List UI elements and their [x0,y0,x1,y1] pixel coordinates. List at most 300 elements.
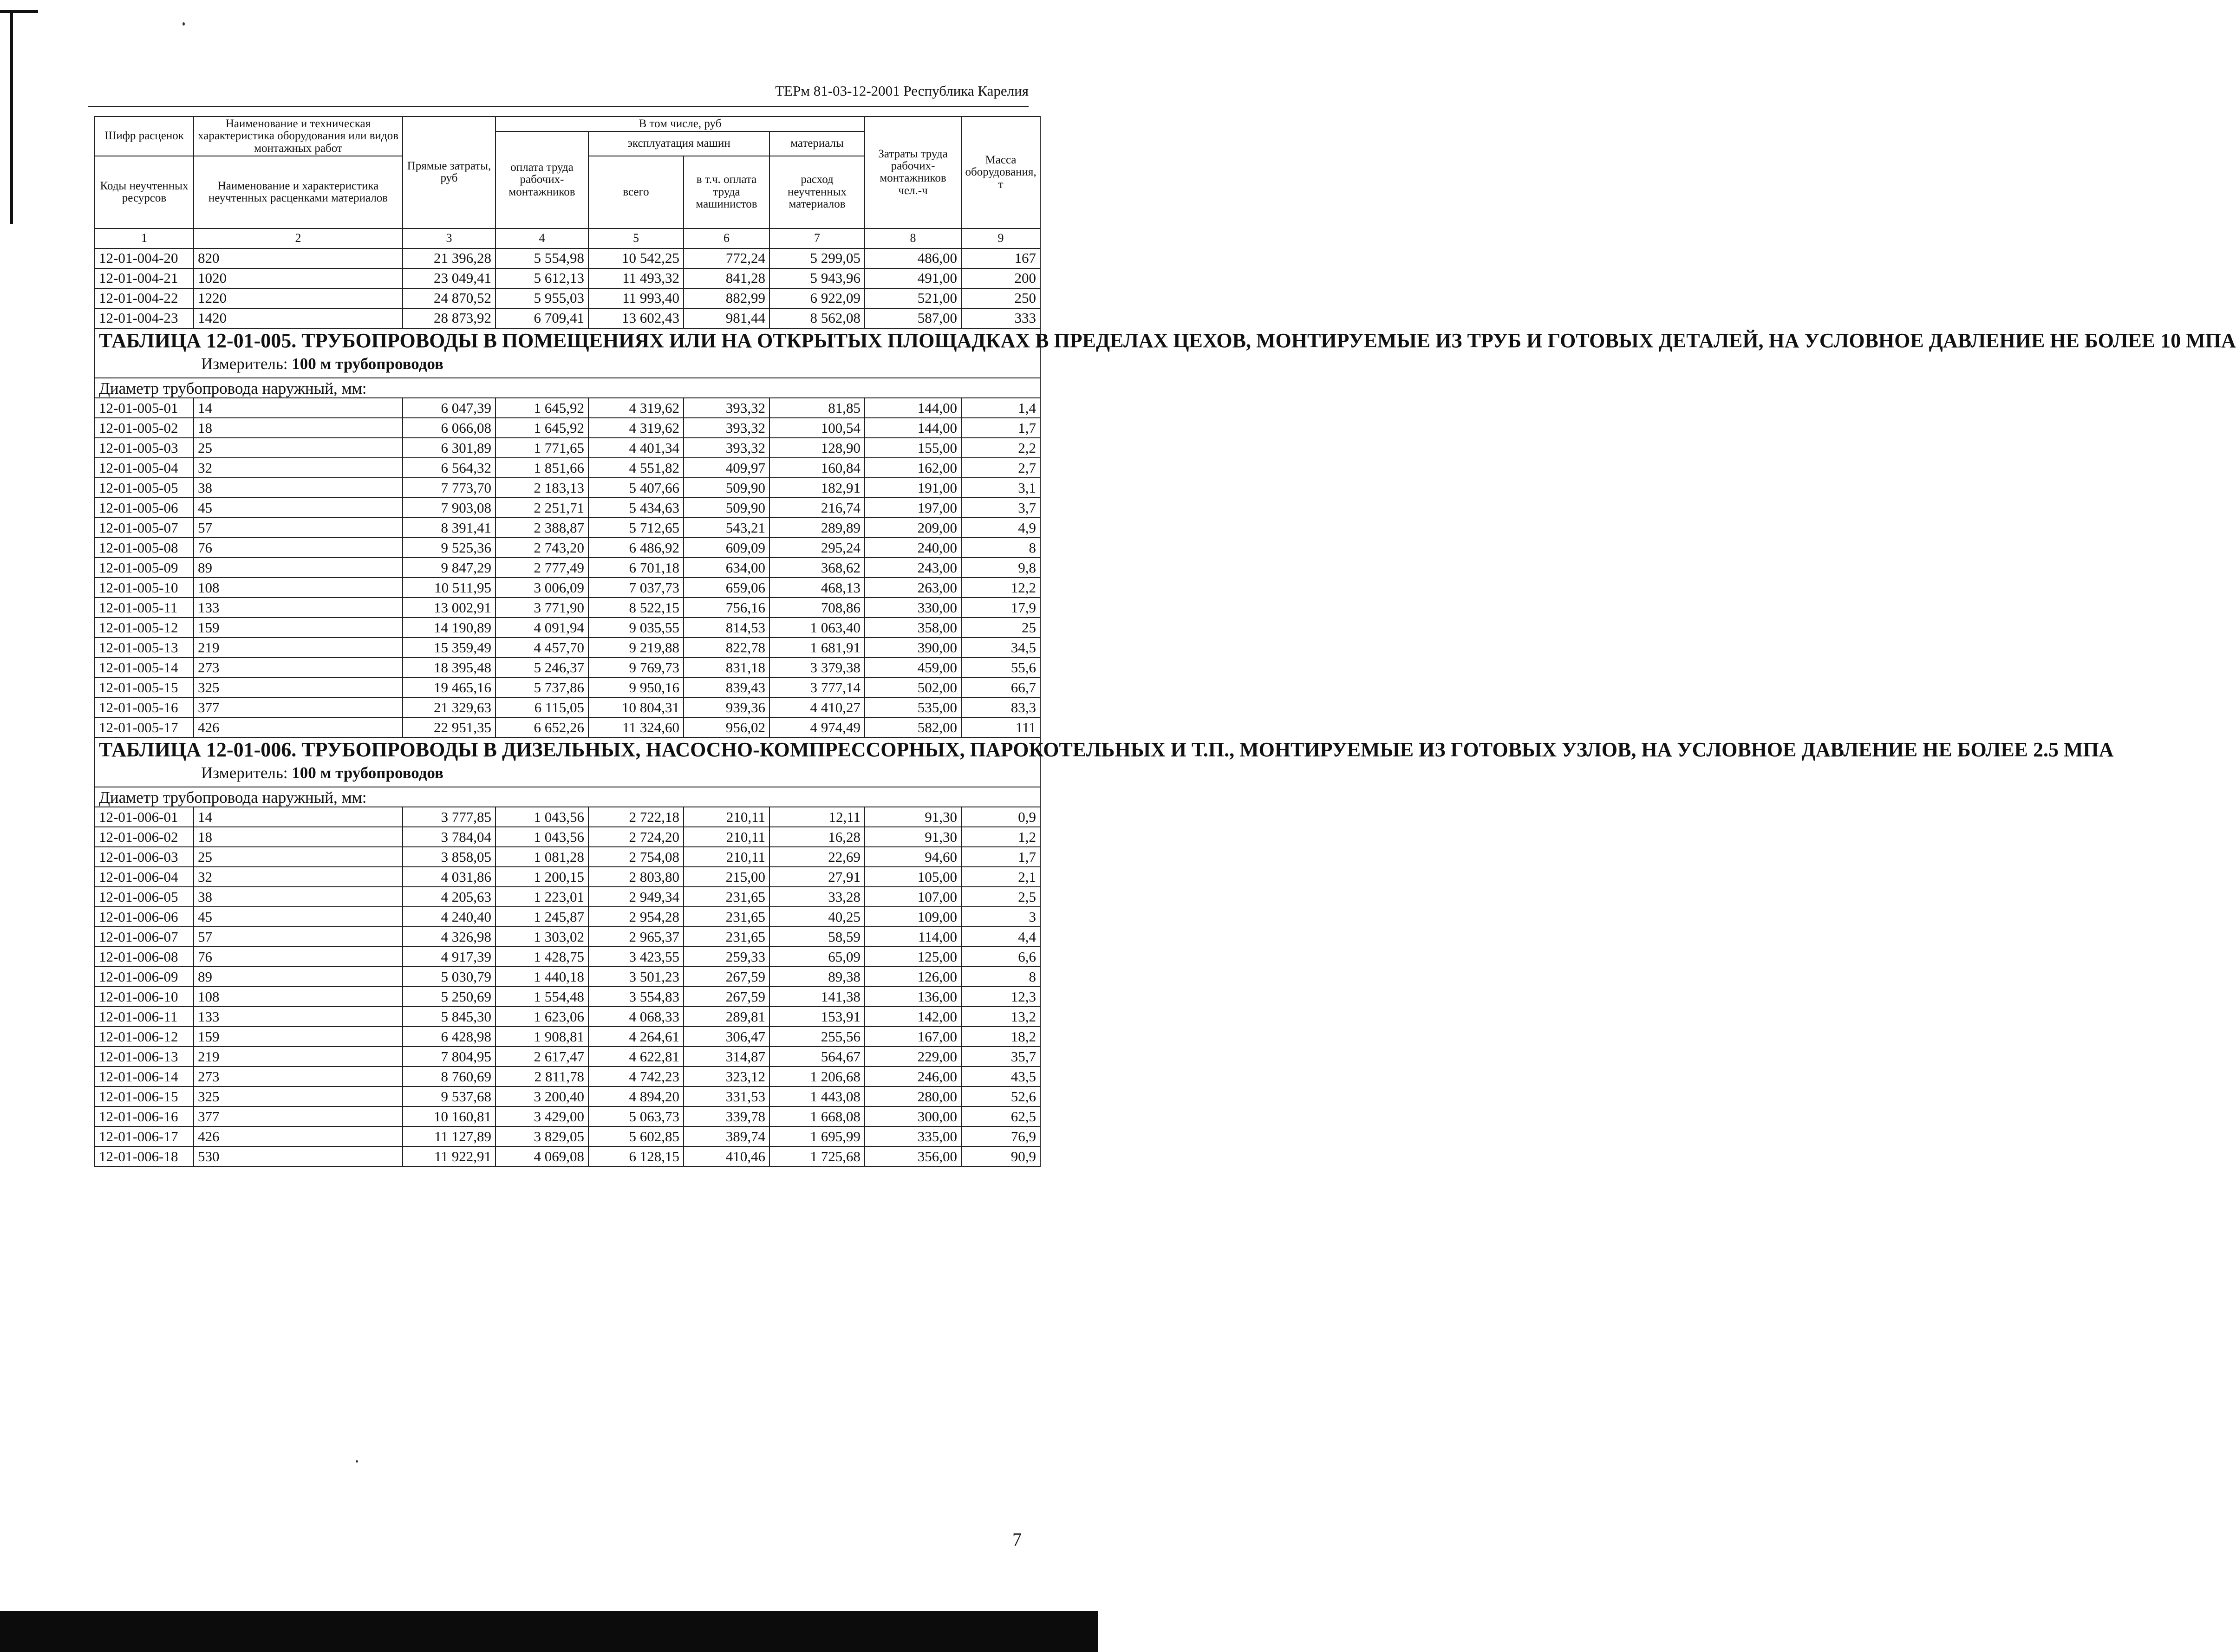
cell-rate-code: 12-01-005-10 [95,578,194,598]
table-row [95,947,1040,967]
cell-diameter: 133 [194,598,403,618]
cell-machinist-pay: 259,33 [684,947,769,967]
cell-labor-pay: 6 115,05 [495,697,588,717]
cell-materials: 153,91 [769,1007,865,1027]
cell-equipment-mass: 52,6 [961,1086,1040,1106]
cell-direct-costs: 3 784,04 [403,827,495,847]
cell-labor-hours: 94,60 [865,847,961,867]
cell-machinist-pay: 882,99 [684,288,769,308]
cell-rate-code: 12-01-004-22 [95,288,194,308]
cell-equipment-mass: 167 [961,248,1040,268]
table-row [95,288,1040,308]
head-codes-unacc: Коды неучтенных ресурсов [95,156,194,228]
table-row [95,518,1040,538]
cell-machines-total: 11 993,40 [588,288,684,308]
cell-machines-total: 13 602,43 [588,308,684,328]
table-row [95,907,1040,927]
section-title-row [95,737,1040,787]
cell-labor-pay: 2 388,87 [495,518,588,538]
cell-diameter: 57 [194,927,403,947]
cell-direct-costs: 11 127,89 [403,1126,495,1146]
cell-machinist-pay: 393,32 [684,398,769,418]
cell-equipment-mass: 43,5 [961,1067,1040,1086]
cell-direct-costs: 10 511,95 [403,578,495,598]
cell-labor-pay: 1 908,81 [495,1027,588,1047]
cell-labor-pay: 1 043,56 [495,827,588,847]
cell-equipment-mass: 1,2 [961,827,1040,847]
cell-materials: 1 725,68 [769,1146,865,1166]
cell-machinist-pay: 939,36 [684,697,769,717]
cell-diameter: 325 [194,1086,403,1106]
head-equip-mass: Масса оборудования, т [961,117,1040,228]
cell-direct-costs: 14 190,89 [403,618,495,637]
cell-materials: 8 562,08 [769,308,865,328]
cell-materials: 3 379,38 [769,657,865,677]
cell-direct-costs: 19 465,16 [403,677,495,697]
cell-rate-code: 12-01-006-05 [95,887,194,907]
cell-materials: 141,38 [769,987,865,1007]
cell-labor-hours: 136,00 [865,987,961,1007]
cell-materials: 40,25 [769,907,865,927]
head-direct-costs: Прямые затраты, руб [403,117,495,228]
cell-machines-total: 9 035,55 [588,618,684,637]
cell-direct-costs: 5 845,30 [403,1007,495,1027]
cell-labor-hours: 197,00 [865,498,961,518]
cell-direct-costs: 4 031,86 [403,867,495,887]
cell-machines-total: 2 965,37 [588,927,684,947]
cell-labor-hours: 240,00 [865,538,961,558]
cell-labor-pay: 6 652,26 [495,717,588,737]
table-row [95,418,1040,438]
table-row [95,1027,1040,1047]
unit-label: Измеритель: [201,354,288,373]
cell-labor-pay: 1 851,66 [495,458,588,478]
table-row [95,697,1040,717]
table-row [95,478,1040,498]
table-row [95,248,1040,268]
cell-machinist-pay: 210,11 [684,827,769,847]
cell-labor-pay: 2 617,47 [495,1047,588,1067]
table-row [95,308,1040,328]
cell-diameter: 57 [194,518,403,538]
cell-machines-total: 5 602,85 [588,1126,684,1146]
table-row [95,1126,1040,1146]
cell-machines-total: 4 319,62 [588,418,684,438]
cell-labor-pay: 1 428,75 [495,947,588,967]
cell-direct-costs: 6 047,39 [403,398,495,418]
unit-label: Измеритель: [201,763,288,782]
cell-rate-code: 12-01-005-09 [95,558,194,578]
cell-rate-code: 12-01-005-14 [95,657,194,677]
table-row [95,887,1040,907]
cell-equipment-mass: 200 [961,268,1040,288]
cell-diameter: 89 [194,967,403,987]
cell-equipment-mass: 55,6 [961,657,1040,677]
cell-labor-pay: 2 183,13 [495,478,588,498]
cell-equipment-mass: 333 [961,308,1040,328]
table-row [95,987,1040,1007]
table-row [95,927,1040,947]
cell-machinist-pay: 215,00 [684,867,769,887]
table-row [95,618,1040,637]
cell-machinist-pay: 323,12 [684,1067,769,1086]
cell-materials: 33,28 [769,887,865,907]
cell-labor-pay: 5 554,98 [495,248,588,268]
cell-materials: 89,38 [769,967,865,987]
cell-diameter: 32 [194,458,403,478]
table-row [95,438,1040,458]
cell-machinist-pay: 267,59 [684,987,769,1007]
cell-machinist-pay: 393,32 [684,438,769,458]
cell-direct-costs: 4 240,40 [403,907,495,927]
unit-value: 100 м трубопроводов [292,354,443,373]
table-005-header [95,328,2236,398]
cell-labor-pay: 6 709,41 [495,308,588,328]
cell-equipment-mass: 3 [961,907,1040,927]
cell-materials: 58,59 [769,927,865,947]
cell-labor-hours: 491,00 [865,268,961,288]
cell-labor-pay: 1 245,87 [495,907,588,927]
cell-labor-hours: 109,00 [865,907,961,927]
cell-labor-hours: 114,00 [865,927,961,947]
table-row [95,1146,1040,1166]
cell-direct-costs: 7 903,08 [403,498,495,518]
document-header: ТЕРм 81-03-12-2001 Республика Карелия [775,83,1029,99]
cell-direct-costs: 7 804,95 [403,1047,495,1067]
cell-machines-total: 10 542,25 [588,248,684,268]
cell-labor-pay: 2 777,49 [495,558,588,578]
cell-labor-hours: 91,30 [865,807,961,827]
cell-rate-code: 12-01-006-17 [95,1126,194,1146]
cell-equipment-mass: 2,2 [961,438,1040,458]
cell-direct-costs: 10 160,81 [403,1106,495,1126]
cell-materials: 289,89 [769,518,865,538]
cell-materials: 12,11 [769,807,865,827]
cell-direct-costs: 6 301,89 [403,438,495,458]
table-row [95,578,1040,598]
cell-rate-code: 12-01-005-08 [95,538,194,558]
cell-labor-pay: 3 006,09 [495,578,588,598]
cell-labor-pay: 1 554,48 [495,987,588,1007]
head-name-unacc: Наименование и характеристика неучтенных расценками материалов [194,156,403,228]
cell-diameter: 325 [194,677,403,697]
cell-diameter: 25 [194,847,403,867]
table-004-body [95,248,1040,328]
cell-rate-code: 12-01-006-11 [95,1007,194,1027]
cell-machines-total: 4 622,81 [588,1047,684,1067]
cell-equipment-mass: 35,7 [961,1047,1040,1067]
cell-labor-pay: 2 811,78 [495,1067,588,1086]
cell-labor-hours: 155,00 [865,438,961,458]
cell-labor-hours: 356,00 [865,1146,961,1166]
cell-direct-costs: 9 537,68 [403,1086,495,1106]
cell-labor-pay: 1 645,92 [495,418,588,438]
cell-diameter: 219 [194,1047,403,1067]
cell-rate-code: 12-01-005-04 [95,458,194,478]
cell-rate-code: 12-01-006-02 [95,827,194,847]
table-row [95,268,1040,288]
cell-machines-total: 3 501,23 [588,967,684,987]
cell-labor-hours: 246,00 [865,1067,961,1086]
cell-diameter: 32 [194,867,403,887]
cell-machines-total: 10 804,31 [588,697,684,717]
cell-direct-costs: 23 049,41 [403,268,495,288]
cell-labor-hours: 535,00 [865,697,961,717]
cell-labor-pay: 3 429,00 [495,1106,588,1126]
column-numbers-row [95,228,1040,248]
cell-diameter: 76 [194,538,403,558]
table-row [95,1047,1040,1067]
cell-labor-pay: 4 091,94 [495,618,588,637]
table-006-unit [99,764,1036,787]
col-number: 2 [194,228,403,248]
cell-rate-code: 12-01-005-07 [95,518,194,538]
cell-equipment-mass: 3,7 [961,498,1040,518]
cell-diameter: 38 [194,887,403,907]
cell-machinist-pay: 822,78 [684,637,769,657]
head-machines-incl: в т.ч. оплата труда машинистов [684,156,769,228]
cell-equipment-mass: 111 [961,717,1040,737]
cell-rate-code: 12-01-005-11 [95,598,194,618]
table-row [95,827,1040,847]
page-number: 7 [1012,1529,1022,1550]
diameter-row [95,787,1040,807]
table-row [95,717,1040,737]
cell-direct-costs: 7 773,70 [403,478,495,498]
cell-diameter: 159 [194,618,403,637]
cell-materials: 4 410,27 [769,697,865,717]
cell-labor-hours: 390,00 [865,637,961,657]
cell-rate-code: 12-01-005-16 [95,697,194,717]
cell-machines-total: 5 407,66 [588,478,684,498]
cell-rate-code: 12-01-005-12 [95,618,194,637]
cell-rate-code: 12-01-006-16 [95,1106,194,1126]
cell-labor-hours: 91,30 [865,827,961,847]
cell-rate-code: 12-01-004-20 [95,248,194,268]
cell-equipment-mass: 2,1 [961,867,1040,887]
cell-labor-hours: 358,00 [865,618,961,637]
cell-labor-pay: 3 200,40 [495,1086,588,1106]
cell-labor-pay: 4 457,70 [495,637,588,657]
cell-equipment-mass: 1,7 [961,847,1040,867]
cell-machinist-pay: 609,09 [684,538,769,558]
table-005-title: ТАБЛИЦА 12-01-005. ТРУБОПРОВОДЫ В ПОМЕЩЕНИЯХ ИЛИ НА ОТКРЫТЫХ ПЛОЩАДКАХ В ПРЕДЕЛАХ ЦЕХОВ, МОНТИРУЕМЫЕ ИЗ ТРУБ И ГОТОВЫХ ДЕТАЛЕЙ, НА УСЛОВНОЕ ДАВЛЕНИЕ НЕ БОЛЕЕ 10 МПА [99,329,2236,352]
cell-diameter: 426 [194,1126,403,1146]
cell-direct-costs: 5 030,79 [403,967,495,987]
cell-labor-pay: 4 069,08 [495,1146,588,1166]
cell-machinist-pay: 839,43 [684,677,769,697]
col-number: 8 [865,228,961,248]
cell-direct-costs: 4 205,63 [403,887,495,907]
cell-labor-pay: 1 645,92 [495,398,588,418]
section-005 [95,328,2236,378]
cell-machines-total: 4 068,33 [588,1007,684,1027]
cell-diameter: 377 [194,1106,403,1126]
cell-machines-total: 4 264,61 [588,1027,684,1047]
head-code: Шифр расценок [95,117,194,156]
section-006 [95,737,2114,787]
cell-direct-costs: 28 873,92 [403,308,495,328]
cell-diameter: 76 [194,947,403,967]
cell-equipment-mass: 25 [961,618,1040,637]
cell-machines-total: 2 724,20 [588,827,684,847]
cell-rate-code: 12-01-005-03 [95,438,194,458]
cell-machines-total: 2 754,08 [588,847,684,867]
cell-labor-pay: 1 223,01 [495,887,588,907]
cell-machinist-pay: 231,65 [684,927,769,947]
cell-direct-costs: 5 250,69 [403,987,495,1007]
cell-machines-total: 2 949,34 [588,887,684,907]
cell-diameter: 45 [194,907,403,927]
section-title-row [95,328,1040,378]
cell-rate-code: 12-01-006-06 [95,907,194,927]
cell-diameter: 108 [194,987,403,1007]
cell-equipment-mass: 2,7 [961,458,1040,478]
cell-materials: 1 681,91 [769,637,865,657]
cell-rate-code: 12-01-006-07 [95,927,194,947]
cell-labor-hours: 162,00 [865,458,961,478]
cell-materials: 65,09 [769,947,865,967]
cell-equipment-mass: 2,5 [961,887,1040,907]
cell-rate-code: 12-01-005-17 [95,717,194,737]
table-005-diameter: Диаметр трубопровода наружный, мм: [95,378,1040,398]
cell-machinist-pay: 956,02 [684,717,769,737]
cell-direct-costs: 4 917,39 [403,947,495,967]
cell-machines-total: 9 769,73 [588,657,684,677]
cell-materials: 1 206,68 [769,1067,865,1086]
table-row [95,967,1040,987]
cell-materials: 1 063,40 [769,618,865,637]
diameter-row [95,378,1040,398]
cell-rate-code: 12-01-006-09 [95,967,194,987]
cell-machinist-pay: 981,44 [684,308,769,328]
cell-equipment-mass: 76,9 [961,1126,1040,1146]
cell-diameter: 18 [194,418,403,438]
scan-border-top [0,10,38,13]
cell-diameter: 426 [194,717,403,737]
cell-materials: 3 777,14 [769,677,865,697]
col-number: 5 [588,228,684,248]
cell-labor-pay: 2 743,20 [495,538,588,558]
cell-diameter: 133 [194,1007,403,1027]
price-table [94,116,2236,1167]
cell-materials: 128,90 [769,438,865,458]
cell-machinist-pay: 831,18 [684,657,769,677]
cell-rate-code: 12-01-005-13 [95,637,194,657]
cell-labor-hours: 582,00 [865,717,961,737]
cell-direct-costs: 3 777,85 [403,807,495,827]
cell-labor-hours: 126,00 [865,967,961,987]
cell-machines-total: 6 701,18 [588,558,684,578]
cell-machinist-pay: 314,87 [684,1047,769,1067]
cell-machinist-pay: 409,97 [684,458,769,478]
cell-machinist-pay: 410,46 [684,1146,769,1166]
cell-machines-total: 9 219,88 [588,637,684,657]
cell-diameter: 377 [194,697,403,717]
cell-machinist-pay: 231,65 [684,887,769,907]
cell-direct-costs: 6 564,32 [403,458,495,478]
cell-equipment-mass: 250 [961,288,1040,308]
cell-materials: 295,24 [769,538,865,558]
cell-materials: 182,91 [769,478,865,498]
table-row [95,498,1040,518]
col-number: 7 [769,228,865,248]
head-materials: материалы [769,131,865,156]
cell-labor-hours: 459,00 [865,657,961,677]
cell-rate-code: 12-01-004-21 [95,268,194,288]
cell-materials: 16,28 [769,827,865,847]
cell-labor-hours: 300,00 [865,1106,961,1126]
table-row [95,1086,1040,1106]
cell-machines-total: 6 486,92 [588,538,684,558]
col-number: 1 [95,228,194,248]
col-number: 3 [403,228,495,248]
cell-materials: 564,67 [769,1047,865,1067]
cell-diameter: 108 [194,578,403,598]
cell-diameter: 1420 [194,308,403,328]
head-name: Наименование и техническая характеристика оборудования или видов монтажных работ [194,117,403,156]
col-number: 6 [684,228,769,248]
table-row [95,598,1040,618]
cell-labor-hours: 142,00 [865,1007,961,1027]
cell-equipment-mass: 66,7 [961,677,1040,697]
cell-rate-code: 12-01-006-08 [95,947,194,967]
cell-materials: 160,84 [769,458,865,478]
table-row [95,867,1040,887]
cell-machines-total: 5 712,65 [588,518,684,538]
cell-rate-code: 12-01-006-15 [95,1086,194,1106]
cell-labor-pay: 5 612,13 [495,268,588,288]
cell-machines-total: 4 319,62 [588,398,684,418]
cell-direct-costs: 21 396,28 [403,248,495,268]
cell-machines-total: 4 894,20 [588,1086,684,1106]
cell-direct-costs: 22 951,35 [403,717,495,737]
cell-materials: 368,62 [769,558,865,578]
table-row [95,398,1040,418]
cell-machines-total: 8 522,15 [588,598,684,618]
cell-machinist-pay: 210,11 [684,847,769,867]
cell-machines-total: 4 551,82 [588,458,684,478]
cell-machines-total: 4 401,34 [588,438,684,458]
cell-materials: 1 695,99 [769,1126,865,1146]
cell-labor-hours: 209,00 [865,518,961,538]
cell-equipment-mass: 12,2 [961,578,1040,598]
cell-labor-hours: 280,00 [865,1086,961,1106]
header-rule [88,106,1029,107]
cell-machinist-pay: 841,28 [684,268,769,288]
head-labor-pay: оплата труда рабочих-монтажников [495,131,588,228]
cell-direct-costs: 9 847,29 [403,558,495,578]
cell-materials: 1 668,08 [769,1106,865,1126]
table-row [95,847,1040,867]
cell-diameter: 159 [194,1027,403,1047]
cell-equipment-mass: 83,3 [961,697,1040,717]
table-row [95,807,1040,827]
cell-diameter: 530 [194,1146,403,1166]
cell-labor-hours: 486,00 [865,248,961,268]
table-006-title: ТАБЛИЦА 12-01-006. ТРУБОПРОВОДЫ В ДИЗЕЛЬНЫХ, НАСОСНО-КОМПРЕССОРНЫХ, ПАРОКОТЕЛЬНЫХ И Т.П., МОНТИРУЕМЫЕ ИЗ ГОТОВЫХ УЗЛОВ, НА УСЛОВНОЕ ДАВЛЕНИЕ НЕ БОЛЕЕ 2.5 МПА [99,738,2114,761]
cell-materials: 5 299,05 [769,248,865,268]
cell-machines-total: 9 950,16 [588,677,684,697]
cell-machinist-pay: 634,00 [684,558,769,578]
cell-materials: 27,91 [769,867,865,887]
cell-rate-code: 12-01-005-06 [95,498,194,518]
cell-machinist-pay: 331,53 [684,1086,769,1106]
cell-labor-pay: 1 043,56 [495,807,588,827]
cell-rate-code: 12-01-006-03 [95,847,194,867]
cell-equipment-mass: 4,4 [961,927,1040,947]
table-row [95,1007,1040,1027]
